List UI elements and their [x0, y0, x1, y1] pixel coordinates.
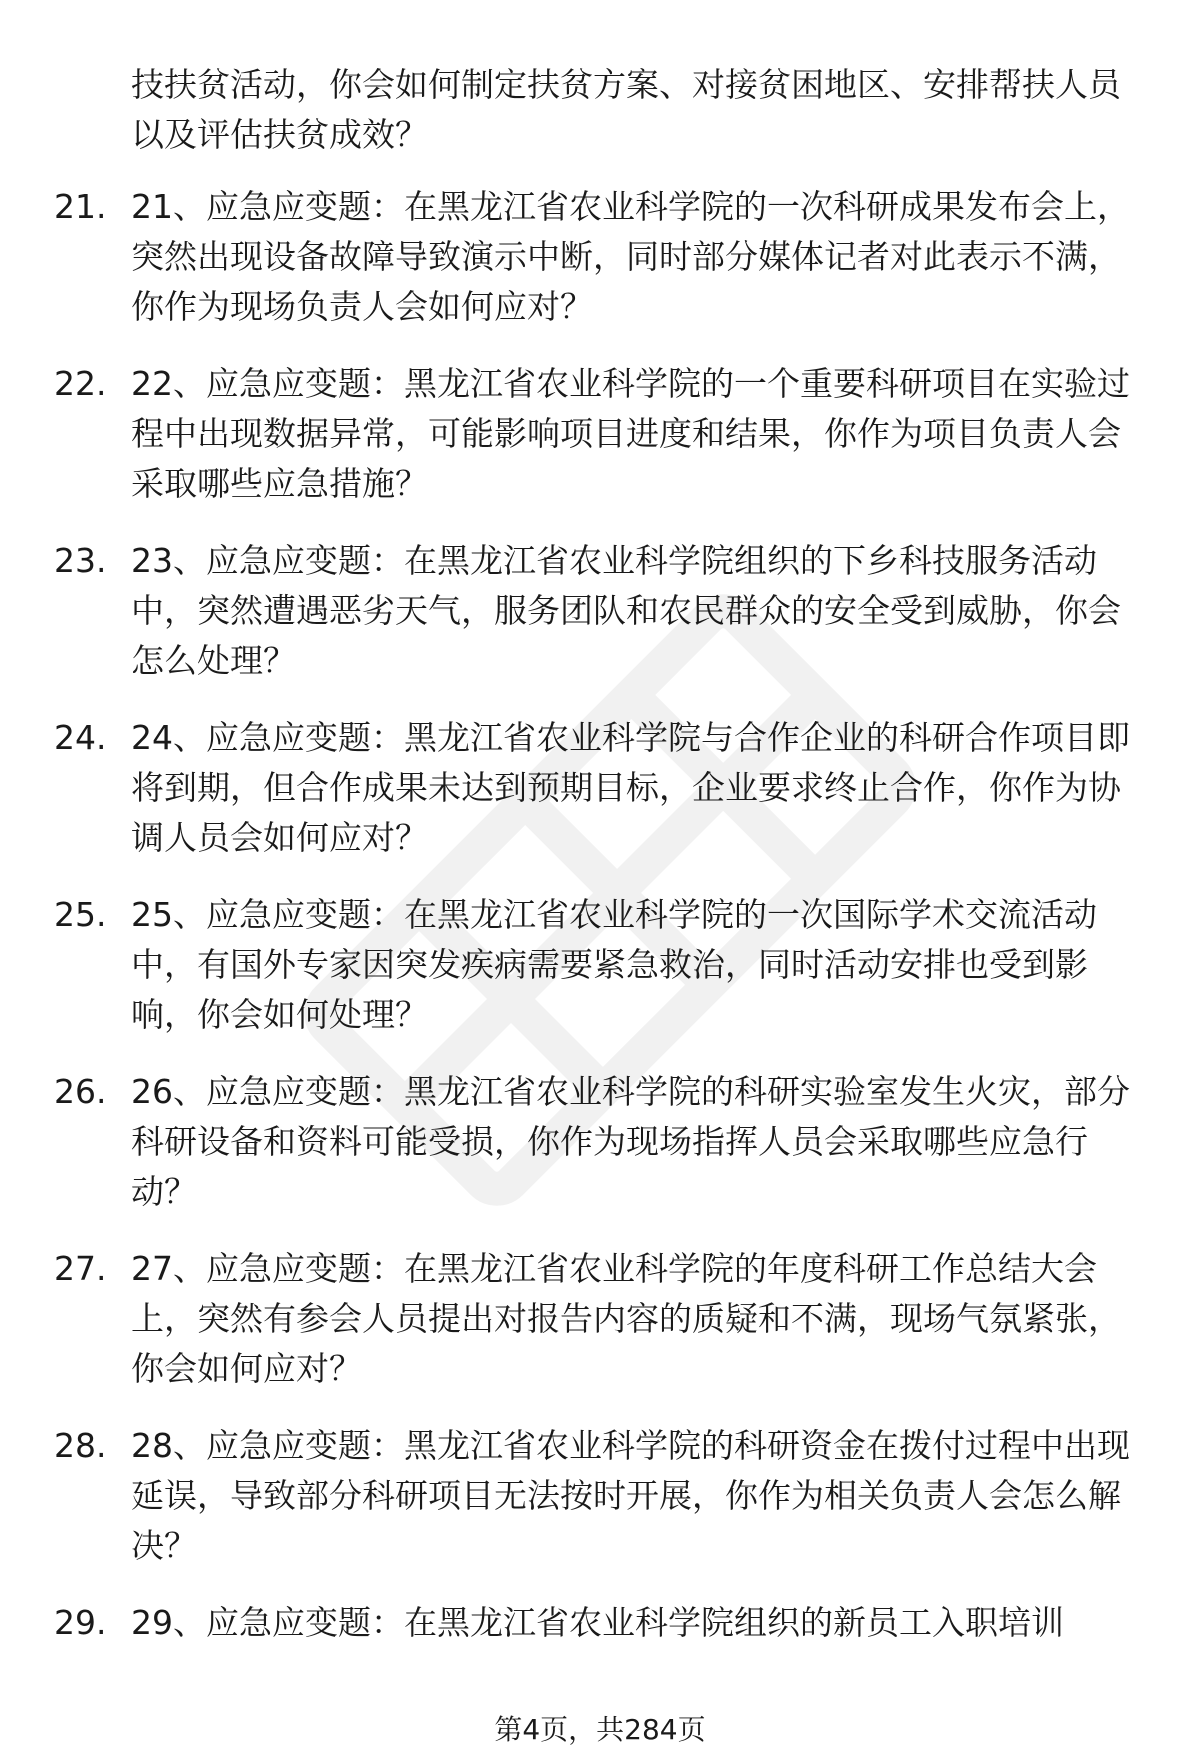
item-number: 24.	[54, 718, 107, 757]
question-text: 22、应急应变题：黑龙江省农业科学院的一个重要科研项目在实验过程中出现数据异常，可能影响项目进度和结果，你作为项目负责人会采取哪些应急措施？	[131, 364, 1130, 503]
item-number: 23.	[54, 541, 107, 580]
list-item	[0, 182, 1200, 332]
item-number: 26.	[54, 1072, 107, 1111]
item-number: 25.	[54, 895, 107, 934]
page-footer: 第4页，共284页	[494, 1713, 706, 1746]
item-number: 29.	[54, 1603, 107, 1642]
question-text: 26、应急应变题：黑龙江省农业科学院的科研实验室发生火灾，部分科研设备和资料可能受损，你作为现场指挥人员会采取哪些应急行动？	[131, 1072, 1130, 1211]
question-list	[0, 182, 1200, 1675]
list-item	[0, 536, 1200, 686]
question-text: 23、应急应变题：在黑龙江省农业科学院组织的下乡科技服务活动中，突然遭遇恶劣天气，服务团队和农民群众的安全受到威胁，你会怎么处理？	[131, 541, 1121, 680]
list-item	[0, 359, 1200, 509]
question-text: 28、应急应变题：黑龙江省农业科学院的科研资金在拨付过程中出现延误，导致部分科研项目无法按时开展，你作为相关负责人会怎么解决？	[131, 1426, 1130, 1565]
list-item	[0, 1598, 1200, 1648]
item-number: 27.	[54, 1249, 107, 1288]
continuation-paragraph: 技扶贫活动，你会如何制定扶贫方案、对接贫困地区、安排帮扶人员以及评估扶贫成效？	[131, 65, 1121, 154]
list-item	[0, 1067, 1200, 1217]
item-number: 21.	[54, 187, 107, 226]
list-item	[0, 890, 1200, 1040]
question-text: 29、应急应变题：在黑龙江省农业科学院组织的新员工入职培训	[131, 1603, 1064, 1642]
question-text: 25、应急应变题：在黑龙江省农业科学院的一次国际学术交流活动中，有国外专家因突发疾病需要紧急救治，同时活动安排也受到影响，你会如何处理？	[131, 895, 1097, 1034]
item-number: 28.	[54, 1426, 107, 1465]
question-text: 24、应急应变题：黑龙江省农业科学院与合作企业的科研合作项目即将到期，但合作成果未达到预期目标，企业要求终止合作，你作为协调人员会如何应对？	[131, 718, 1130, 857]
list-item	[0, 1421, 1200, 1571]
question-text: 27、应急应变题：在黑龙江省农业科学院的年度科研工作总结大会上，突然有参会人员提出对报告内容的质疑和不满，现场气氛紧张，你会如何应对？	[131, 1249, 1121, 1388]
list-item	[0, 1244, 1200, 1394]
list-item	[0, 713, 1200, 863]
question-text: 21、应急应变题：在黑龙江省农业科学院的一次科研成果发布会上，突然出现设备故障导致演示中断，同时部分媒体记者对此表示不满，你作为现场负责人会如何应对？	[131, 187, 1130, 326]
item-number: 22.	[54, 364, 107, 403]
